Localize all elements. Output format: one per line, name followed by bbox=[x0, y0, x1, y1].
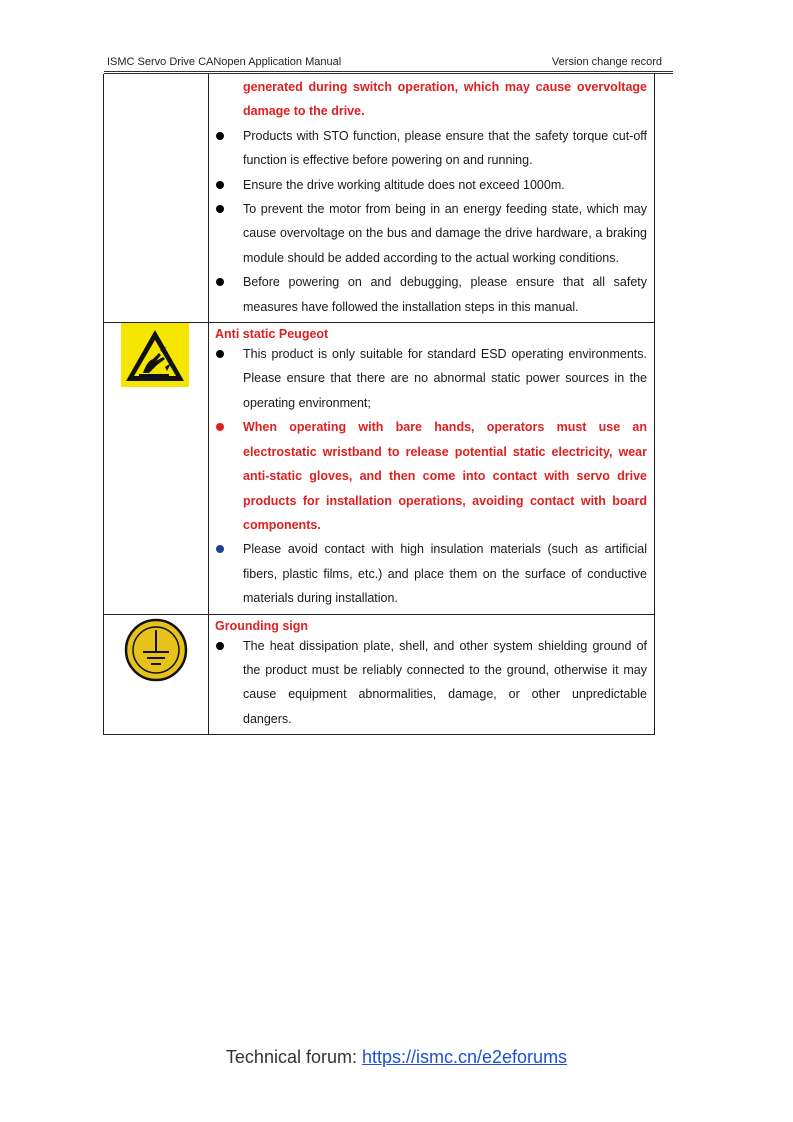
list-item: Before powering on and debugging, please ensure that all safety measures have followed the installation steps in this manual. bbox=[215, 270, 647, 319]
table-row-continuation bbox=[104, 74, 655, 323]
text-cell-esd bbox=[209, 323, 655, 614]
bullet-icon bbox=[216, 205, 224, 213]
header-section-title: Version change record bbox=[551, 56, 662, 68]
esd-warning-icon bbox=[121, 323, 189, 387]
bullet-icon bbox=[216, 642, 224, 650]
bullet-icon bbox=[216, 132, 224, 140]
blue-bullet-icon bbox=[216, 545, 224, 553]
forum-link[interactable]: https://ismc.cn/e2eforums bbox=[361, 1047, 568, 1067]
safety-table bbox=[103, 74, 655, 735]
bullet-icon bbox=[216, 278, 224, 286]
continuation-bullet-list bbox=[215, 124, 647, 319]
table-row-grounding bbox=[104, 614, 655, 735]
footer-label: Technical forum: bbox=[225, 1047, 362, 1067]
icon-cell-grounding bbox=[104, 614, 209, 735]
list-item-warning: When operating with bare hands, operators must use an electrostatic wristband to release potential static electricity, wear anti-static gloves, and then come into contact with servo drive products for installation operations, avoiding contact with board components. bbox=[215, 415, 647, 537]
icon-cell-esd bbox=[104, 323, 209, 614]
red-bullet-icon bbox=[216, 423, 224, 431]
list-item: The heat dissipation plate, shell, and other system shielding ground of the product must be reliably connected to the ground, otherwise it may cause equipment abnormalities, damage, or other unpredictable dangers. bbox=[215, 634, 647, 732]
esd-section-title: Anti static Peugeot bbox=[215, 327, 329, 342]
page-footer bbox=[0, 1047, 793, 1068]
header-manual-title: ISMC Servo Drive CANopen Application Manual bbox=[107, 56, 342, 68]
page-header bbox=[104, 55, 672, 71]
icon-cell-empty bbox=[104, 74, 209, 323]
text-cell-grounding bbox=[209, 614, 655, 735]
list-item: Please avoid contact with high insulation materials (such as artificial fibers, plastic films, etc.) and place them on the surface of conductive materials during installation. bbox=[215, 537, 647, 610]
header-divider bbox=[104, 71, 673, 72]
esd-bullet-list bbox=[215, 342, 647, 610]
list-item: Ensure the drive working altitude does not exceed 1000m. bbox=[215, 173, 647, 197]
overvoltage-warning-continued: generated during switch operation, which may cause overvoltage damage to the drive. bbox=[243, 80, 647, 119]
text-cell-continuation bbox=[209, 74, 655, 323]
list-item: Products with STO function, please ensure that the safety torque cut-off function is effective before powering on and running. bbox=[215, 124, 647, 173]
bullet-icon bbox=[216, 181, 224, 189]
bullet-icon bbox=[216, 350, 224, 358]
list-item: This product is only suitable for standard ESD operating environments. Please ensure that there are no abnormal static power sources in the operating environment; bbox=[215, 342, 647, 415]
table-row-esd bbox=[104, 323, 655, 614]
list-item: To prevent the motor from being in an energy feeding state, which may cause overvoltage on the bus and damage the drive hardware, a braking module should be added according to the actual working conditions. bbox=[215, 197, 647, 270]
grounding-section-title: Grounding sign bbox=[215, 618, 309, 633]
grounding-icon bbox=[124, 618, 188, 682]
grounding-bullet-list bbox=[215, 634, 647, 732]
